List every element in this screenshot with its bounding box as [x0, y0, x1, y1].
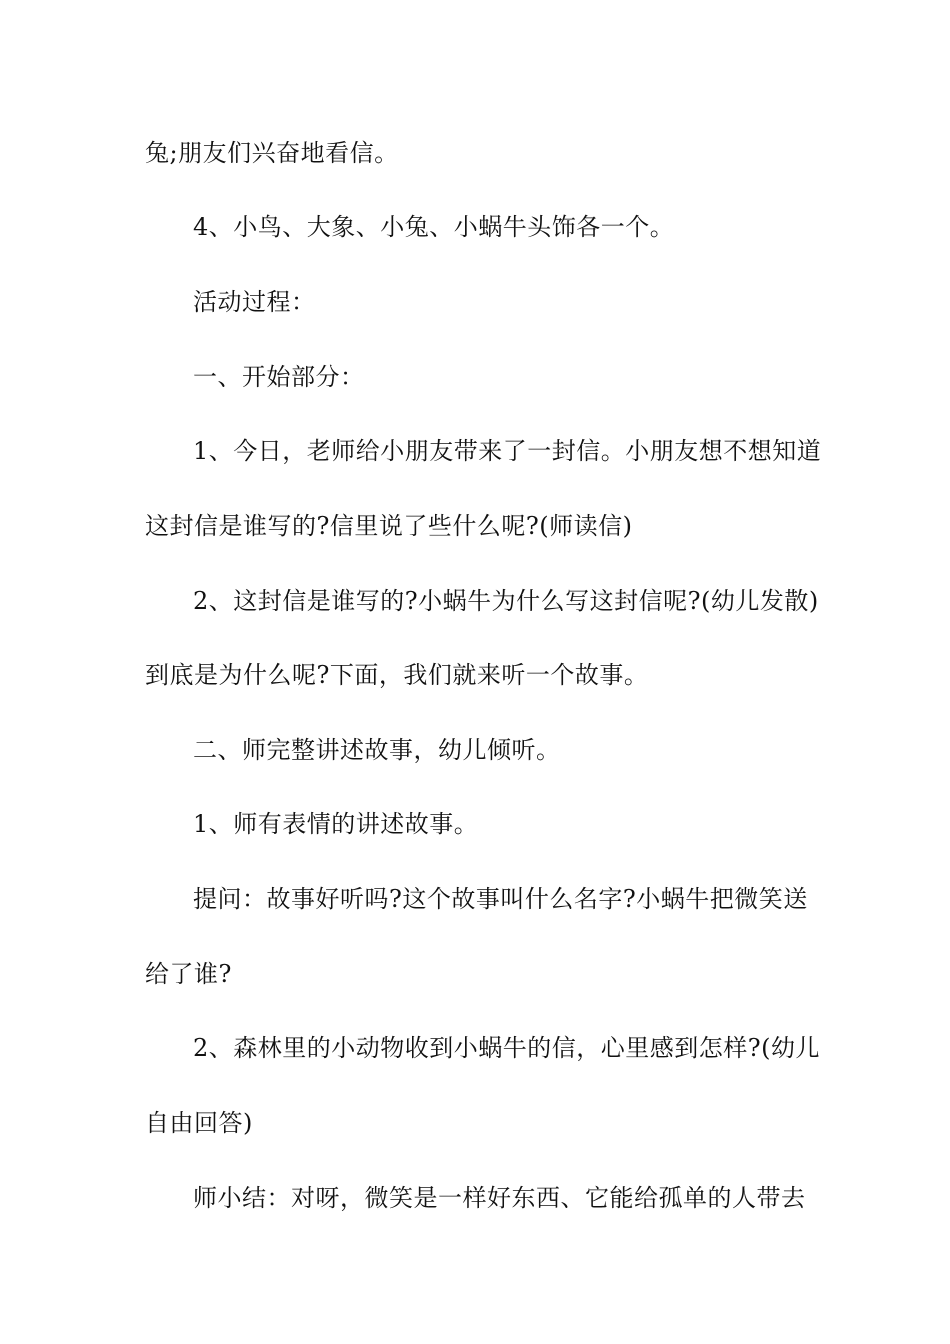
- text-line: 4、小鸟、大象、小兔、小蜗牛头饰各一个。: [193, 213, 675, 241]
- text-line: 到底是为什么呢?下面，我们就来听一个故事。: [145, 661, 649, 689]
- text-line: 2、森林里的小动物收到小蜗牛的信，心里感到怎样?(幼儿: [193, 1034, 820, 1062]
- text-line: 1、师有表情的讲述故事。: [193, 810, 479, 838]
- section-heading: 活动过程：: [193, 288, 316, 316]
- text-line: 提问：故事好听吗?这个故事叫什么名字?小蜗牛把微笑送: [193, 885, 808, 913]
- text-line: 自由回答): [145, 1109, 253, 1137]
- text-line: 这封信是谁写的?信里说了些什么呢?(师读信): [145, 512, 633, 540]
- text-line: 1、今日，老师给小朋友带来了一封信。小朋友想不想知道: [193, 437, 822, 465]
- text-line: 给了谁?: [145, 960, 232, 988]
- text-line: 师小结：对呀，微笑是一样好东西、它能给孤单的人带去: [193, 1184, 806, 1212]
- section-heading: 一、开始部分：: [193, 363, 365, 391]
- text-line: 兔;朋友们兴奋地看信。: [145, 139, 399, 167]
- section-heading: 二、师完整讲述故事，幼儿倾听。: [193, 736, 561, 764]
- text-line: 2、这封信是谁写的?小蜗牛为什么写这封信呢?(幼儿发散): [193, 587, 819, 615]
